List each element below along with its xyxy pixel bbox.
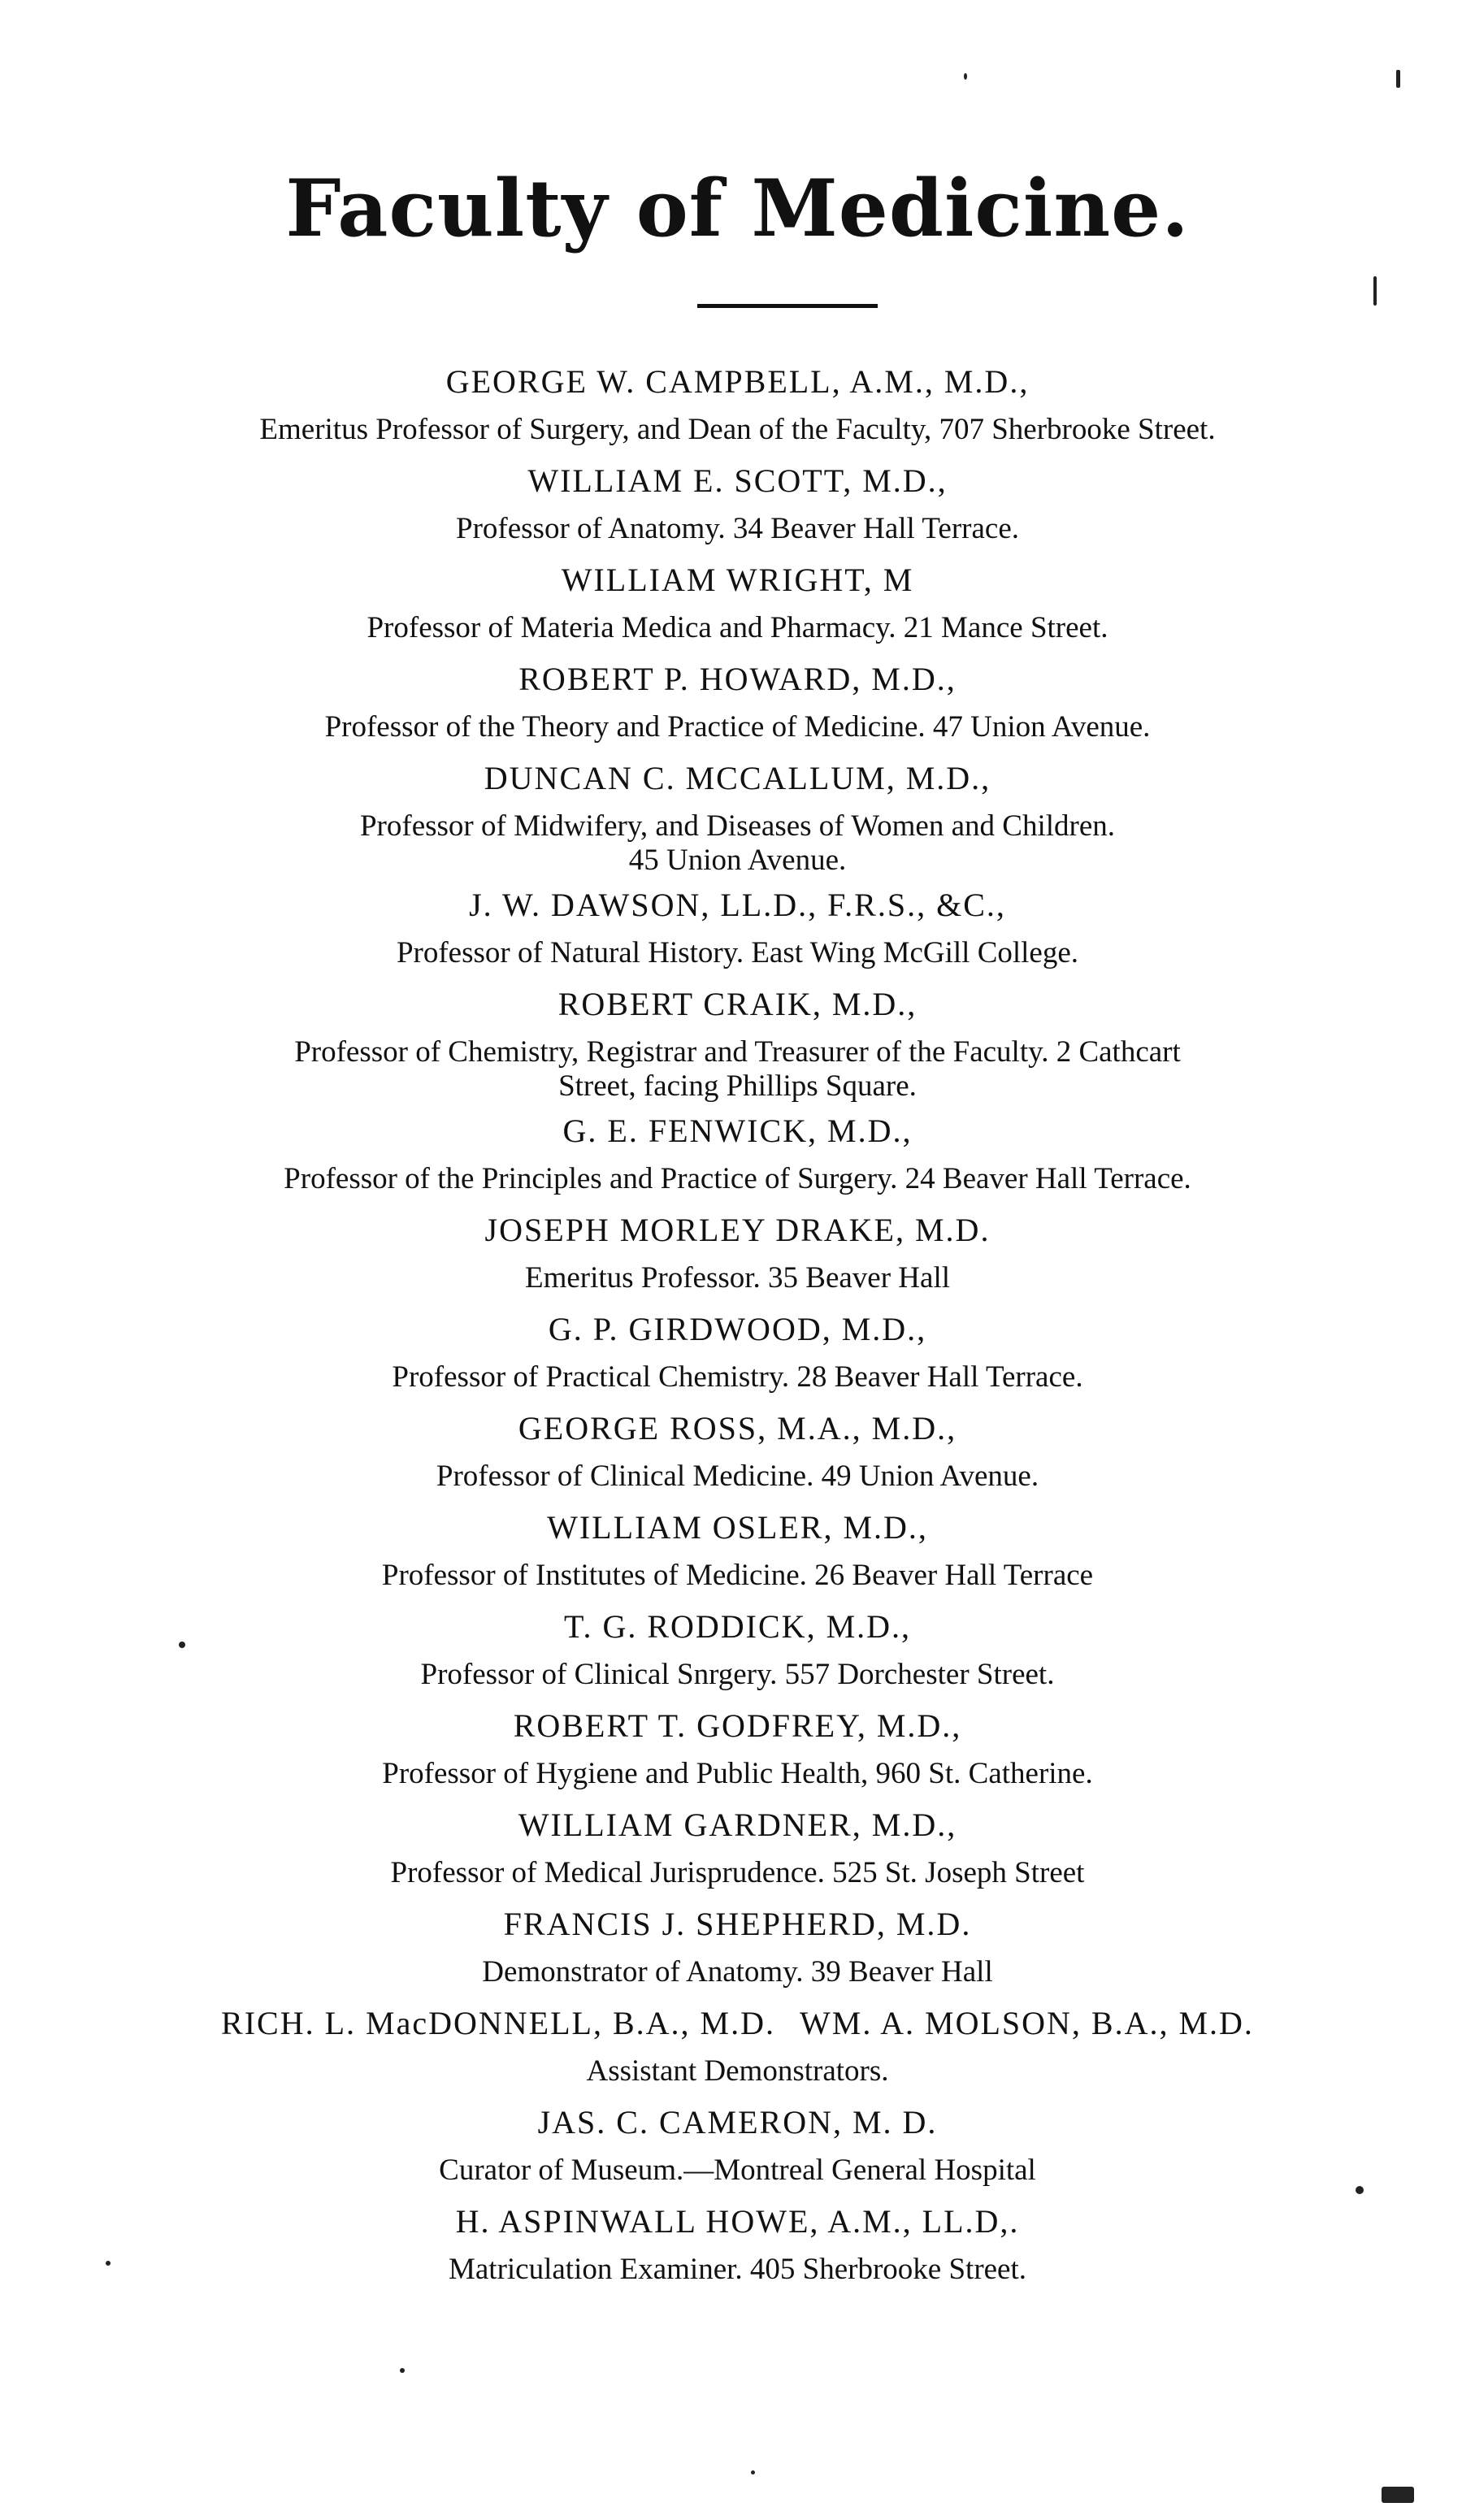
entry-name: JAS. C. CAMERON, M. D.	[537, 2104, 938, 2140]
scan-speck	[1382, 2487, 1414, 2503]
faculty-entry	[98, 457, 1377, 553]
entry-name: J. W. DAWSON, LL.D., F.R.S., &C.,	[469, 887, 1006, 923]
faculty-entry	[98, 2197, 1377, 2293]
scan-speck	[1396, 70, 1400, 88]
entry-description: Curator of Museum.—Montreal General Hospital	[439, 2153, 1036, 2187]
faculty-entry	[98, 980, 1377, 1104]
entry-description-continued: 45 Union Avenue.	[628, 844, 847, 877]
scan-speck	[964, 73, 967, 80]
faculty-list	[98, 358, 1377, 2297]
entry-name: G. E. FENWICK, M.D.,	[562, 1113, 913, 1149]
scan-speck	[1373, 276, 1377, 306]
entry-description: Professor of the Principles and Practice of Surgery. 24 Beaver Hall Terrace.	[284, 1162, 1191, 1195]
entry-name: GEORGE ROSS, M.A., M.D.,	[518, 1410, 957, 1447]
scan-speck	[400, 2368, 405, 2373]
faculty-entry	[98, 1702, 1377, 1798]
entry-description: Professor of Institutes of Medicine. 26 Beaver Hall Terrace	[381, 1559, 1094, 1592]
assistant-name-right: WM. A. MOLSON, B.A., M.D.	[800, 2005, 1254, 2041]
entry-name: T. G. RODDICK, M.D.,	[563, 1608, 912, 1645]
entry-name: ROBERT P. HOWARD, M.D.,	[518, 661, 957, 697]
entry-description: Professor of Clinical Snrgery. 557 Dorchester Street.	[420, 1658, 1055, 1691]
entry-description: Professor of Materia Medica and Pharmacy. 21 Mance Street.	[367, 611, 1108, 644]
entry-name: G. P. GIRDWOOD, M.D.,	[548, 1311, 927, 1347]
entry-description: Professor of Midwifery, and Diseases of Women and Children.	[359, 809, 1116, 843]
entry-name: WILLIAM GARDNER, M.D.,	[518, 1807, 957, 1843]
scan-speck	[179, 1642, 185, 1648]
faculty-entry	[98, 754, 1377, 878]
entry-description: Professor of Hygiene and Public Health, 960 St. Catherine.	[382, 1757, 1093, 1790]
entry-description: Professor of Natural History. East Wing McGill College.	[396, 936, 1079, 969]
entry-description: Assistant Demonstrators.	[586, 2054, 889, 2088]
faculty-entry	[98, 2098, 1377, 2194]
faculty-entry	[98, 1107, 1377, 1203]
entry-name: ROBERT T. GODFREY, M.D.,	[513, 1707, 962, 1744]
faculty-entry	[98, 358, 1377, 453]
faculty-entry	[98, 655, 1377, 751]
entry-name: FRANCIS J. SHEPHERD, M.D.	[503, 1906, 972, 1942]
faculty-entry	[98, 1404, 1377, 1500]
entry-name: GEORGE W. CAMPBELL, A.M., M.D.,	[445, 363, 1030, 400]
entry-description: Professor of Clinical Medicine. 49 Union Avenue.	[436, 1460, 1039, 1493]
assistant-name-left: RICH. L. MacDONNELL, B.A., M.D.	[221, 2005, 775, 2041]
faculty-entry	[98, 1801, 1377, 1897]
faculty-entry	[98, 1900, 1377, 1996]
entry-description: Emeritus Professor. 35 Beaver Hall	[524, 1261, 951, 1295]
entry-description: Emeritus Professor of Surgery, and Dean of the Faculty, 707 Sherbrooke Street.	[259, 413, 1216, 446]
entry-description-continued: Street, facing Phillips Square.	[558, 1069, 917, 1103]
scan-speck	[1356, 2186, 1364, 2194]
entry-name: H. ASPINWALL HOWE, A.M., LL.D,.	[455, 2203, 1020, 2240]
entry-name: DUNCAN C. MCCALLUM, M.D.,	[484, 760, 991, 796]
faculty-entry	[98, 556, 1377, 652]
scan-speck	[751, 2470, 755, 2474]
entry-description: Professor of Anatomy. 34 Beaver Hall Terrace.	[456, 512, 1019, 545]
page-title: Faculty of Medicine.	[285, 163, 1190, 254]
entry-description: Matriculation Examiner. 405 Sherbrooke Street.	[448, 2253, 1027, 2286]
faculty-entry	[98, 1206, 1377, 1302]
entry-name: WILLIAM WRIGHT, M	[561, 562, 914, 598]
faculty-entry	[98, 1305, 1377, 1401]
entry-name: ROBERT CRAIK, M.D.,	[557, 986, 918, 1022]
entry-description: Professor of Medical Jurisprudence. 525 St. Joseph Street	[390, 1856, 1085, 1889]
entry-name: WILLIAM E. SCOTT, M.D.,	[527, 462, 948, 499]
faculty-entry	[98, 881, 1377, 977]
entry-description: Demonstrator of Anatomy. 39 Beaver Hall	[482, 1955, 993, 1989]
assistant-names	[98, 1999, 1377, 2048]
faculty-entry	[98, 1503, 1377, 1599]
entry-name: JOSEPH MORLEY DRAKE, M.D.	[484, 1212, 991, 1248]
faculty-entry	[98, 1603, 1377, 1698]
title-rule	[697, 304, 878, 308]
entry-description: Professor of Practical Chemistry. 28 Beaver Hall Terrace.	[392, 1360, 1083, 1394]
entry-description: Professor of the Theory and Practice of Medicine. 47 Union Avenue.	[324, 710, 1151, 744]
assistant-demonstrators-entry	[98, 1999, 1377, 2095]
entry-description: Professor of Chemistry, Registrar and Treasurer of the Faculty. 2 Cathcart	[294, 1035, 1181, 1069]
scan-speck	[106, 2261, 111, 2266]
entry-name: WILLIAM OSLER, M.D.,	[547, 1509, 928, 1546]
